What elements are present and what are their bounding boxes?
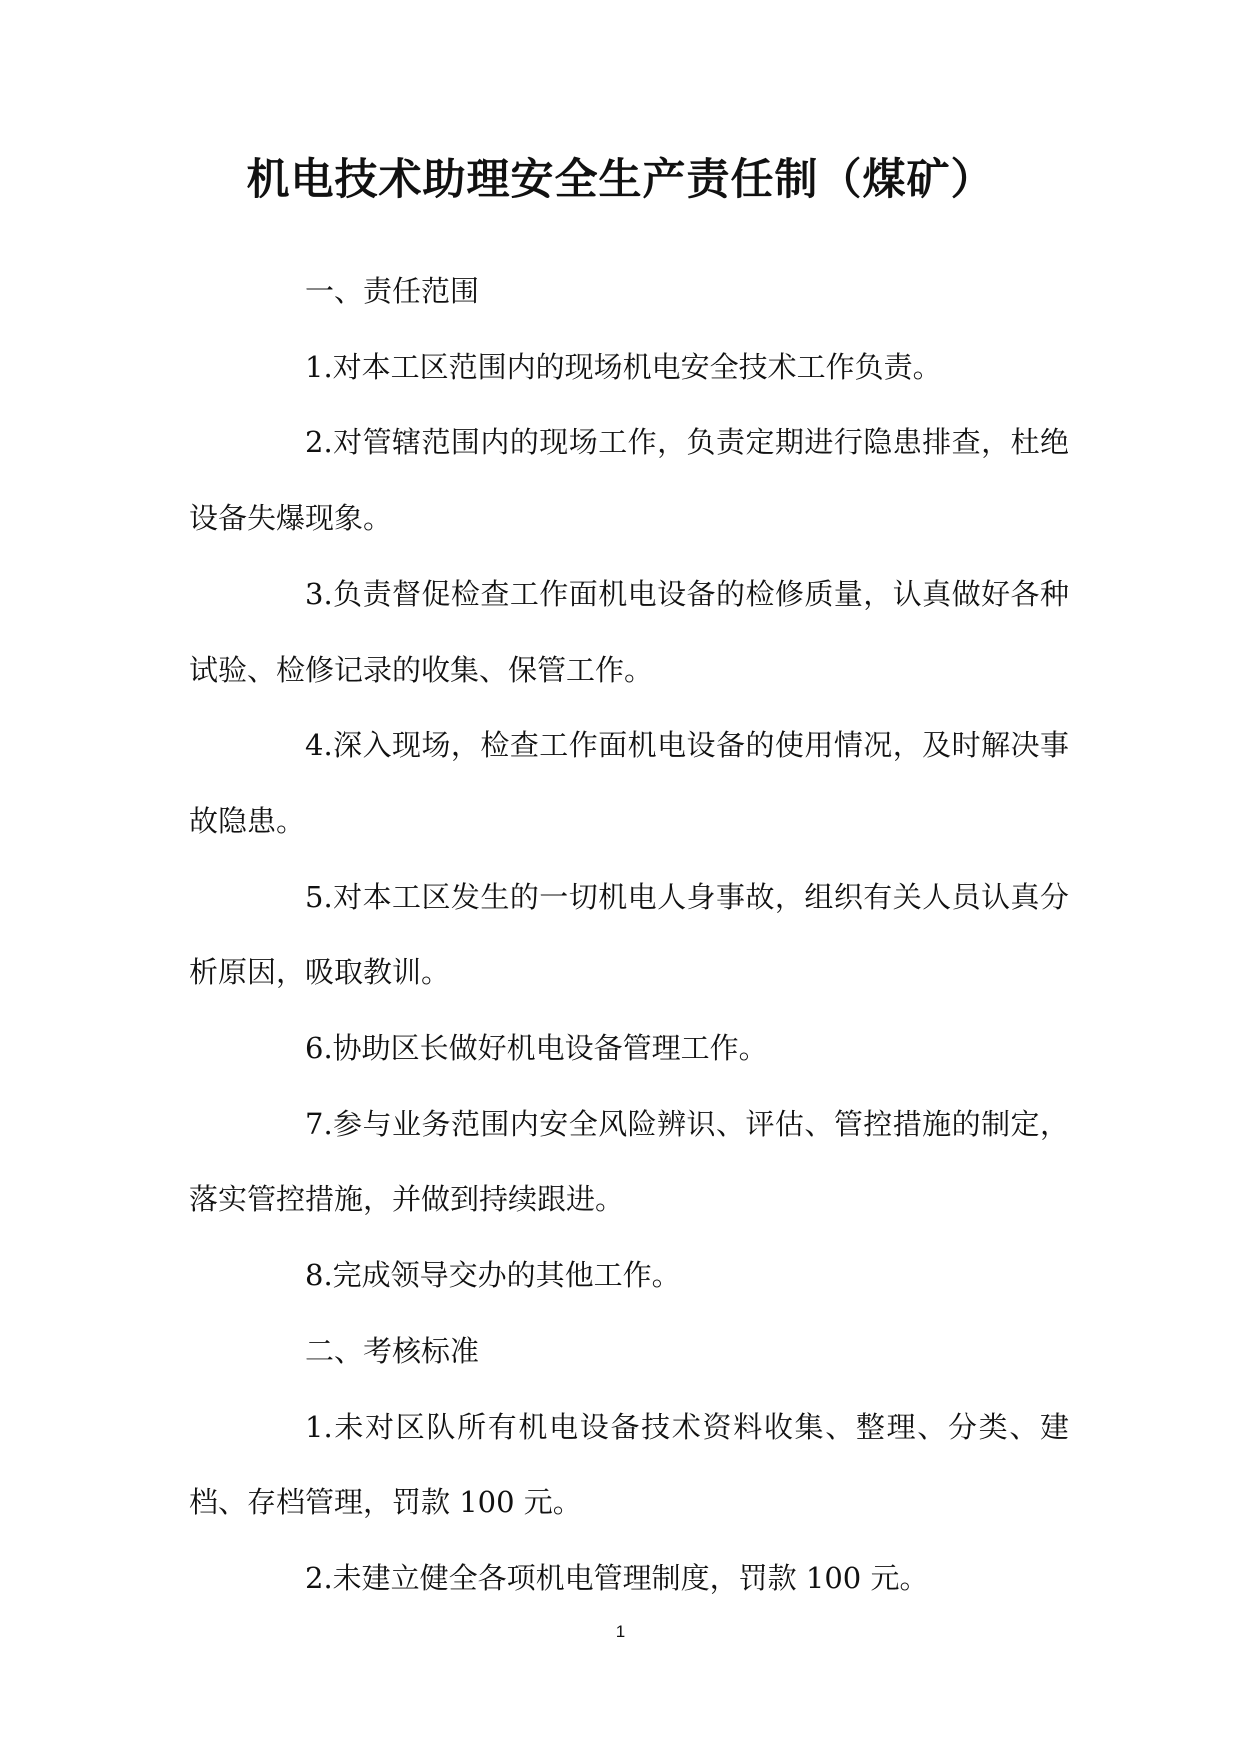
responsibility-item-2: 2.对管辖范围内的现场工作，负责定期进行隐患排查，杜绝设备失爆现象。 xyxy=(189,425,1069,536)
responsibility-item-8: 8.完成领导交办的其他工作。 xyxy=(305,1258,681,1293)
document-body xyxy=(189,254,1069,1617)
assessment-item-1: 1.未对区队所有机电设备技术资料收集、整理、分类、建档、存档管理，罚款 100 元。 xyxy=(189,1409,1069,1520)
assessment-item-2: 2.未建立健全各项机电管理制度，罚款 100 元。 xyxy=(305,1560,929,1595)
document-title: 机电技术助理安全生产责任制（煤矿） xyxy=(246,155,995,205)
section-heading-assessment-standards: 二、考核标准 xyxy=(305,1333,480,1368)
responsibility-item-4: 4.深入现场，检查工作面机电设备的使用情况，及时解决事故隐患。 xyxy=(189,728,1069,838)
responsibility-item-6: 6.协助区长做好机电设备管理工作。 xyxy=(305,1031,768,1066)
section-heading-responsibility-scope: 一、责任范围 xyxy=(305,274,480,308)
responsibility-item-5: 5.对本工区发生的一切机电人身事故，组织有关人员认真分析原因，吸取教训。 xyxy=(189,879,1069,990)
responsibility-item-7: 7.参与业务范围内安全风险辨识、评估、管控措施的制定，落实管控措施，并做到持续跟进。 xyxy=(189,1106,1069,1217)
responsibility-item-3: 3.负责督促检查工作面机电设备的检修质量，认真做好各种试验、检修记录的收集、保管工作。 xyxy=(189,576,1069,687)
page-number: 1 xyxy=(615,1622,626,1641)
responsibility-item-1: 1.对本工区范围内的现场机电安全技术工作负责。 xyxy=(305,349,942,384)
